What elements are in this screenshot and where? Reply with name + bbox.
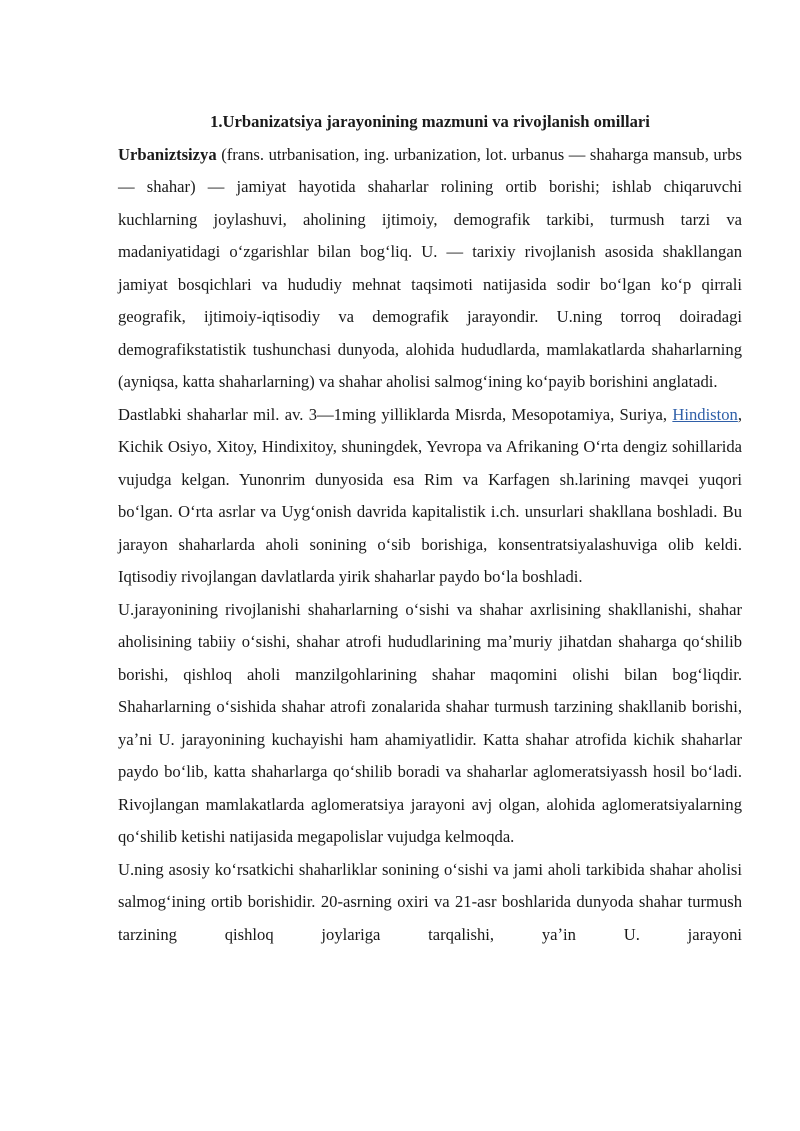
paragraph-history-text-before: Dastlabki shaharlar mil. av. 3—1ming yilliklarda Misrda, Mesopotamiya, Suriya,: [118, 404, 673, 424]
paragraph-definition: [118, 139, 742, 399]
paragraph-indicators: U.ning asosiy koʻrsatkichi shaharliklar sonining oʻsishi va jami aholi tarkibida shahar aholisi salmogʻining ortib borishidir. 20-asrning oxiri va 21-asr boshlarida dunyoda shahar turmush tarzining qishloq joylariga tarqalishi, yaʼin U. jarayoni: [118, 859, 742, 944]
paragraph-definition-text: (frans. utrbanisation, ing. urbanization, lot. urbanus — shaharga mansub, urbs — shahar) — jamiyat hayotida shaharlar rolining ortib borishi; ishlab chiqaruvchi kuchlarning joylashuvi, aholining ijtimoiy, demografik tarkibi, turmush tarzi va madaniyatidagi oʻzgarishlar bilan bogʻliq. U. — tarixiy rivojlanish asosida shakllangan jamiyat bosqichlari va hududiy mehnat taqsimoti natijasida sodir boʻlgan koʻp qirrali geografik, ijtimoiy-iqtisodiy va demografik jarayondir. U.ning torroq doiradagi demografikstatistik tushunchasi dunyoda, alohida hududlarda, mamlakatlarda shaharlarning (ayniqsa, katta shaharlarning) va shahar aholisi salmogʻining koʻpayib borishini anglatadi.: [118, 144, 742, 391]
paragraph-history: [118, 399, 742, 594]
hindiston-link[interactable]: Hindiston: [672, 404, 738, 424]
section-title: 1.Urbanizatsiya jarayonining mazmuni va rivojlanish omillari: [210, 112, 650, 131]
term-urbanization: Urbaniztsizya: [118, 144, 217, 164]
paragraph-development: U.jarayonining rivojlanishi shaharlarning oʻsishi va shahar axrlisining shakllanishi, shahar aholisining tabiiy oʻsishi, shahar atrofi hududlarining maʼmuriy jihatdan shaharga qoʻshilib borishi, qishloq aholi manzilgohlarining shahar maqomini olishi bilan bogʻliqdir. Shaharlarning oʻsishida shahar atrofi zonalarida shahar turmush tarzining shakllanib borishi, yaʼni U. jarayonining kuchayishi ham ahamiyatlidir. Katta shahar atrofida kichik shaharlar paydo boʻlib, katta shaharlarga qoʻshilib boradi va shaharlar aglomeratsiyassh hosil boʻladi. Rivojlangan mamlakatlarda aglomeratsiya jarayoni avj olgan, alohida aglomeratsiyalarning qoʻshilib ketishi natijasida megapolislar vujudga kelmoqda.: [118, 599, 742, 846]
document-body: [118, 106, 742, 951]
paragraph-history-text-after: , Kichik Osiyo, Xitoy, Hindixitoy, shuningdek, Yevropa va Afrikaning Oʻrta dengiz sohillarida vujudga kelgan. Yunonrim dunyosida esa Rim va Karfagen sh.larining mavqei yuqori boʻlgan. Oʻrta asrlar va Uygʻonish davrida kapitalistik i.ch. unsurlari shakllana boshladi. Bu jarayon shaharlarda aholi sonining oʻsib borishiga, konsentratsiyalashuviga olib keldi. Iqtisodiy rivojlangan davlatlarda yirik shaharlar paydo boʻla boshladi.: [118, 404, 742, 586]
